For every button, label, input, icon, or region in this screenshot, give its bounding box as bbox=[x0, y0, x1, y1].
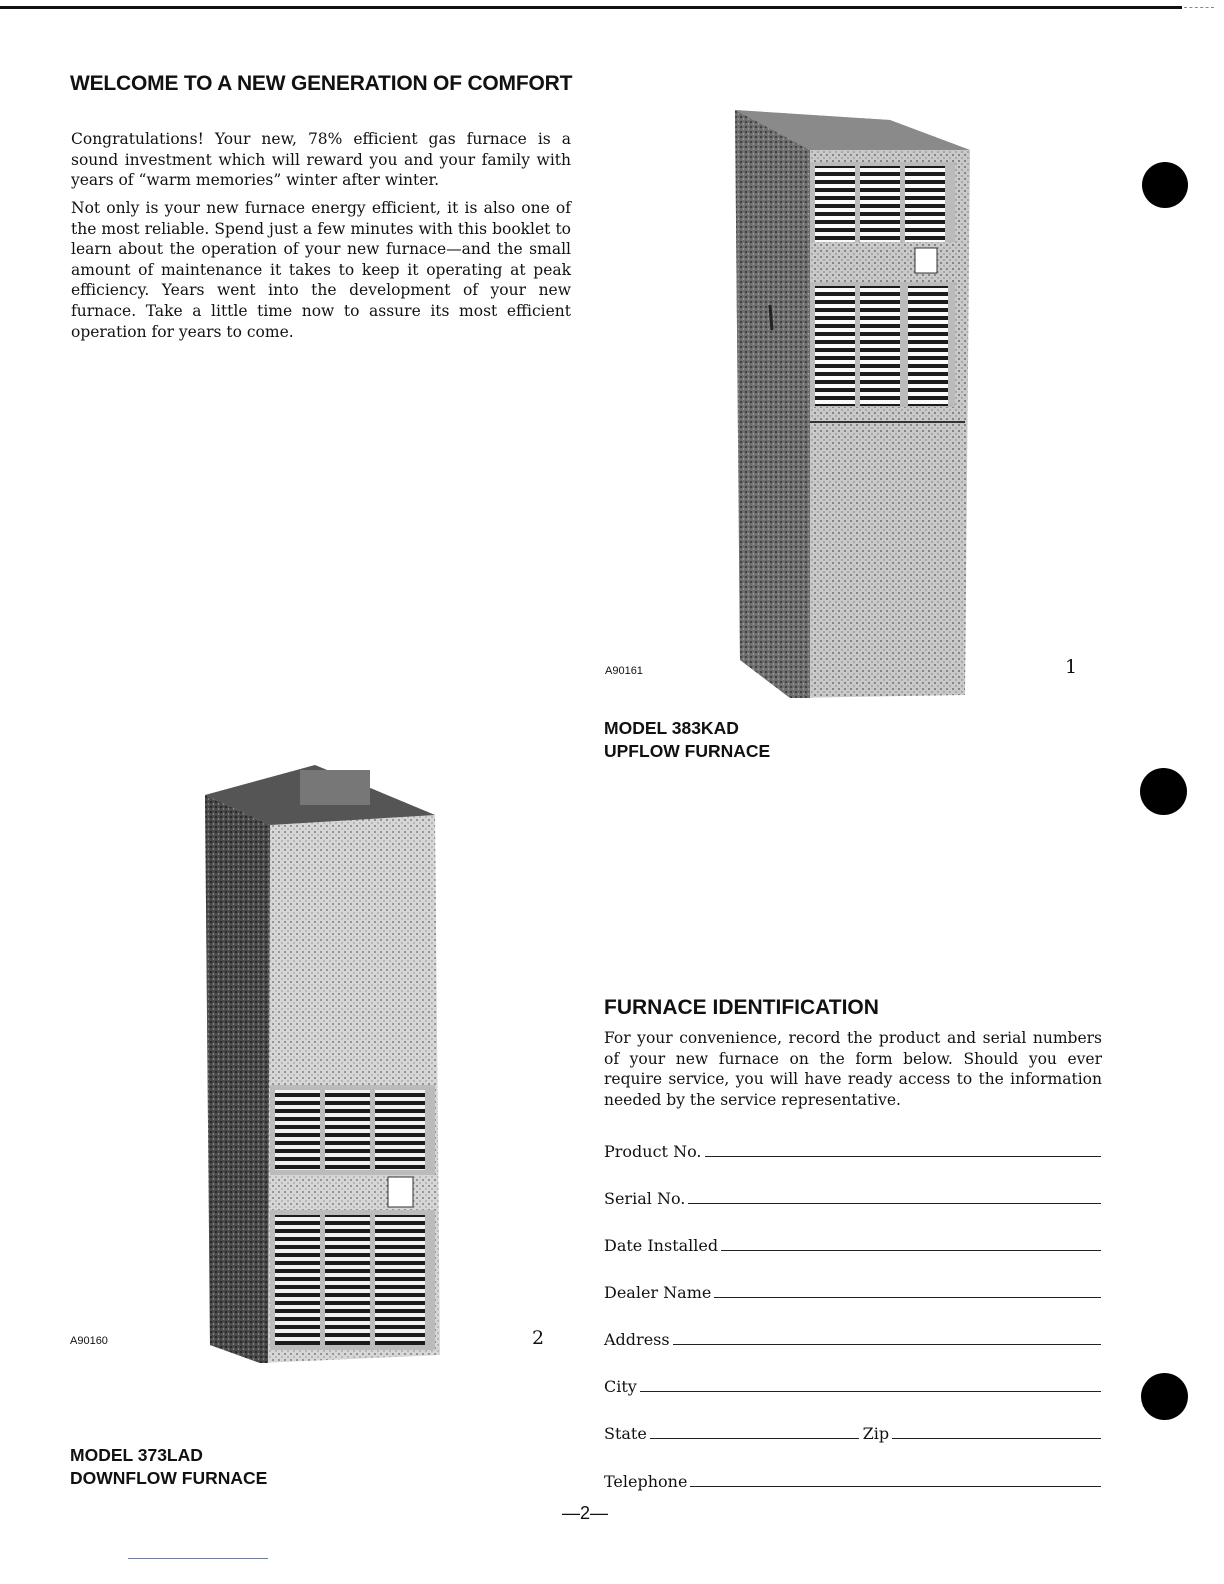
binder-hole-middle bbox=[1140, 768, 1187, 815]
date-installed-label: Date Installed bbox=[604, 1236, 719, 1255]
figure-2-code: A90160 bbox=[70, 1335, 108, 1347]
binder-hole-bottom bbox=[1141, 1373, 1188, 1420]
dealer-name-line[interactable] bbox=[714, 1297, 1101, 1298]
city-label: City bbox=[604, 1377, 637, 1396]
product-no-field[interactable] bbox=[604, 1139, 1101, 1161]
welcome-paragraph-1: Congratulations! Your new, 78% efficient gas furnace is a sound investment which will reward you and your family with years of “warm memories” winter after winter. bbox=[71, 130, 571, 190]
figure-2-caption bbox=[70, 1444, 267, 1490]
bottom-rule bbox=[128, 1558, 268, 1559]
upflow-furnace-illustration bbox=[730, 100, 975, 700]
top-rule-dash bbox=[1184, 7, 1214, 8]
serial-no-field[interactable] bbox=[604, 1186, 1101, 1208]
state-label: State bbox=[604, 1424, 647, 1443]
figure-1-caption bbox=[604, 717, 770, 763]
city-line[interactable] bbox=[640, 1391, 1101, 1392]
telephone-label: Telephone bbox=[604, 1472, 688, 1491]
figure-1-model: MODEL 383KAD bbox=[604, 718, 739, 738]
figure-1-type: UPFLOW FURNACE bbox=[604, 741, 771, 761]
zip-label: Zip bbox=[862, 1424, 890, 1443]
address-label: Address bbox=[604, 1330, 670, 1349]
date-installed-line[interactable] bbox=[721, 1250, 1101, 1251]
telephone-field[interactable] bbox=[604, 1469, 1101, 1491]
serial-no-line[interactable] bbox=[688, 1203, 1101, 1204]
welcome-title: WELCOME TO A NEW GENERATION OF COMFORT bbox=[70, 72, 573, 95]
identification-title: FURNACE IDENTIFICATION bbox=[604, 996, 879, 1019]
date-installed-field[interactable] bbox=[604, 1233, 1101, 1255]
address-line[interactable] bbox=[673, 1344, 1101, 1345]
identification-text: For your convenience, record the product and serial numbers of your new furnace on the form below. Should you ever require service, you will have ready access to the information needed by the service representative. bbox=[604, 1029, 1102, 1109]
product-no-label: Product No. bbox=[604, 1142, 702, 1161]
page-number: —2— bbox=[562, 1503, 609, 1523]
city-field[interactable] bbox=[604, 1374, 1101, 1396]
figure-1-code: A90161 bbox=[605, 665, 643, 677]
dealer-name-label: Dealer Name bbox=[604, 1283, 712, 1302]
state-line[interactable] bbox=[650, 1438, 859, 1439]
address-field[interactable] bbox=[604, 1327, 1101, 1349]
downflow-furnace-illustration bbox=[200, 765, 445, 1365]
serial-no-label: Serial No. bbox=[604, 1189, 686, 1208]
welcome-paragraph-2: Not only is your new furnace energy efficient, it is also one of the most reliable. Spend just a few minutes with this booklet to learn about the operation of your new furnace—and the small amount of maintenance it takes to keep it operating at peak efficiency. Years went into the development of your new furnace. Take a little time now to assure its most efficient operation for years to come. bbox=[71, 199, 571, 341]
figure-2-number: 2 bbox=[532, 1327, 545, 1349]
telephone-line[interactable] bbox=[690, 1486, 1101, 1487]
zip-line[interactable] bbox=[892, 1438, 1101, 1439]
binder-hole-top bbox=[1142, 162, 1188, 208]
dealer-name-field[interactable] bbox=[604, 1280, 1101, 1302]
state-zip-field[interactable] bbox=[604, 1421, 1101, 1443]
figure-2-model: MODEL 373LAD bbox=[70, 1445, 203, 1465]
top-rule bbox=[0, 6, 1182, 9]
product-no-line[interactable] bbox=[705, 1156, 1101, 1157]
figure-1-number: 1 bbox=[1065, 656, 1078, 678]
figure-2-type: DOWNFLOW FURNACE bbox=[70, 1468, 268, 1488]
